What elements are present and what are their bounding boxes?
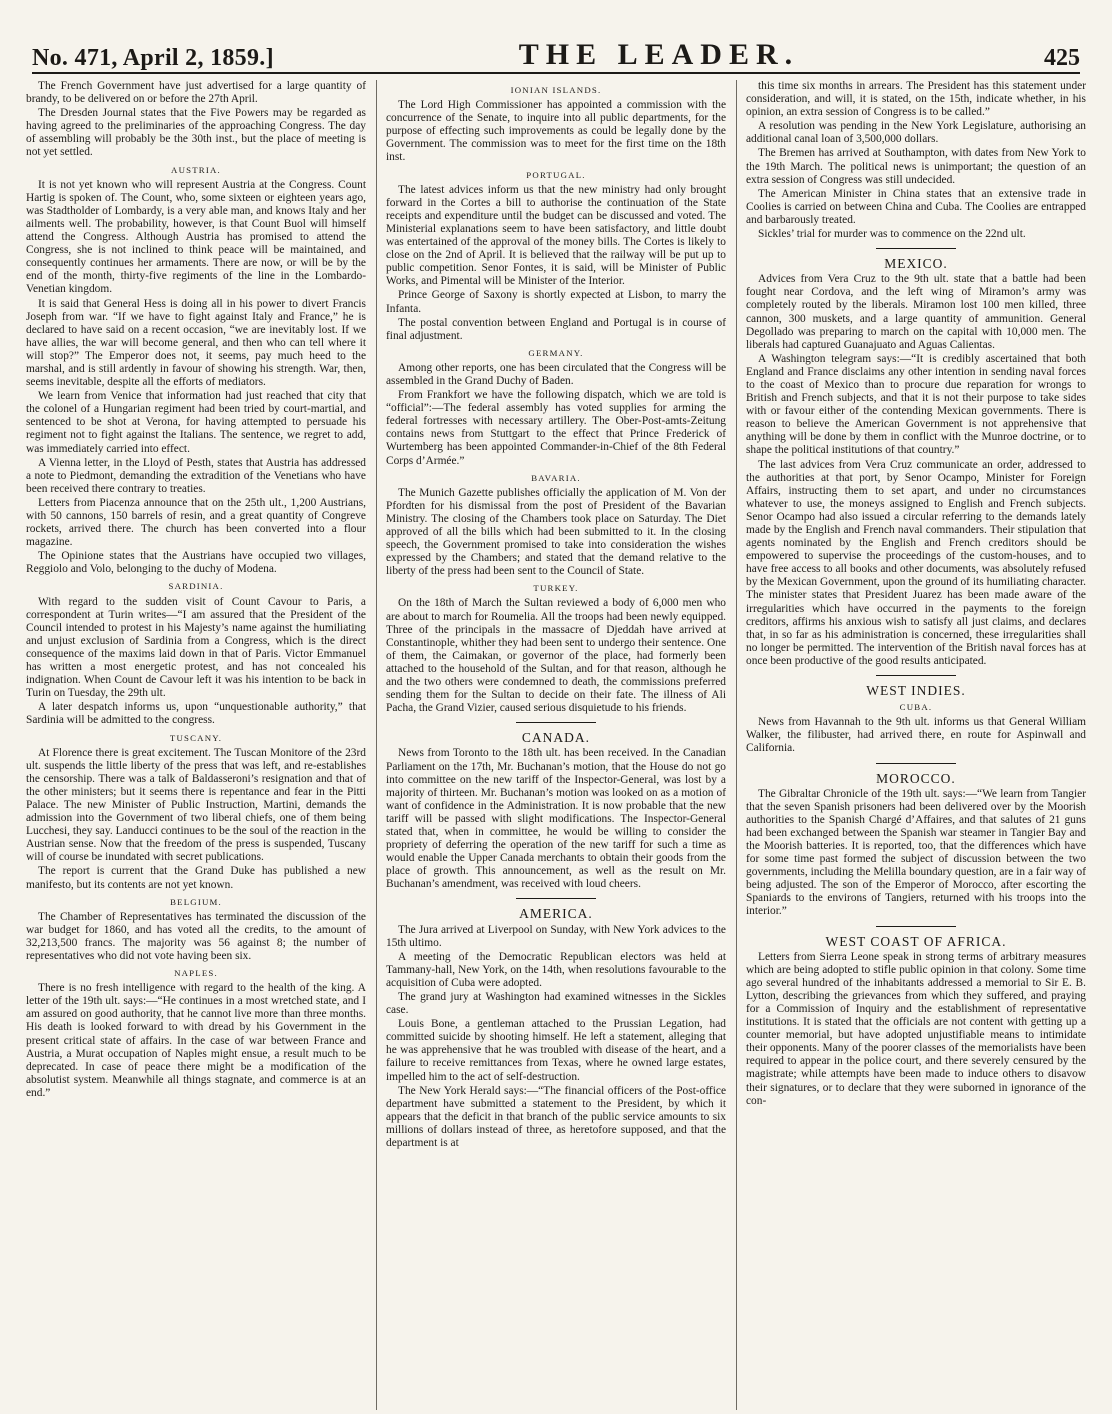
section-heading-mexico: MEXICO.	[884, 256, 948, 272]
section-heading-turkey: TURKEY.	[533, 583, 579, 594]
article-paragraph: The New York Herald says:—“The financial officers of the Post-office department have submitted a statement to the President, by which it appears that the deficit in that branch of the public service amounts to six millions of dollars instead of three, as heretofore supposed, and that the department is at	[386, 1084, 726, 1150]
section-heading-west-indies: WEST INDIES.	[866, 683, 966, 699]
article-paragraph: The Gibraltar Chronicle of the 19th ult. says:—“We learn from Tangier that the seven Spanish prisoners had been delivered over by the Moorish authorities to the Spanish Chargé d’Affaires, and that salutes of 21 guns had been exchanged between the Spanish war steamer in Tangier Bay and the Moorish batteries. It is reported, too, that the differences which have for some time past formed the subject of discussion between the two governments, including the Melilla boundary question, are in a fair way of being adjusted. The son of the Emperor of Morocco, after escorting the Spaniards to the environs of Tangiers, returned with his troops into the interior.”	[746, 787, 1086, 918]
article-paragraph: On the 18th of March the Sultan reviewed a body of 6,000 men who are about to march for Roumelia. All the troops had been newly equipped. Three of the principals in the massacre of Djeddah have arrived at Constantinople, whither they had been sent to undergo their sentence. One of them, the Caimakan, or governor of the place, had formerly been attached to the household of the Sultan, and for that reason, although he and the two others were condemned to death, the commissions preferred sending them for the Sultan to decide on their fate. The illness of Ali Pacha, the Grand Vizier, caused serious disquietude to his friends.	[386, 597, 726, 715]
section-divider	[876, 675, 956, 676]
article-paragraph: A later despatch informs us, upon “unquestionable authority,” that Sardinia will be admitted to the congress.	[26, 701, 366, 727]
article-paragraph: A Washington telegram says:—“It is credibly ascertained that both England and France disclaims any other intention in sending naval forces to the coast of Mexico than to procure due reparation for wrongs to British and French subjects, and that it is not their purpose to take sides with or favour either of the contending Mexican governments. There is reason to believe the American Government is not apprehensive that anything will be done by them in conflict with the Munroe doctrine, or to shape the political institutions of that country.”	[746, 352, 1086, 457]
article-paragraph: The Jura arrived at Liverpool on Sunday, with New York advices to the 15th ultimo.	[386, 923, 726, 949]
section-heading-cuba: CUBA.	[899, 702, 933, 713]
section-heading-west-coast-of-africa: WEST COAST OF AFRICA.	[825, 933, 1007, 949]
article-paragraph: News from Havannah to the 9th ult. informs us that General William Walker, the filibuster, had arrived there, en route for Aspinwall and California.	[746, 716, 1086, 755]
article-paragraph: The latest advices inform us that the new ministry had only brought forward in the Cortes a bill to authorise the continuation of the State receipts and expenditure until the budget can be discussed and voted. The Ministerial explanations seem to have been satisfactory, and little doubt was entertained of the approval of the money bills. The Cortes is likely to close on the 2nd of April. It is believed that the railway will be put up to public competition. Senor Fontes, it is said, will be Minister of Public Works, and Pimental will be Minister of the Interior.	[386, 183, 726, 288]
column-1	[26, 80, 366, 1410]
article-paragraph: The Dresden Journal states that the Five Powers may be regarded as having agreed to the preliminaries of the approaching Congress. The day of assembling will probably be the 30th inst., but the place of meeting is not yet settled.	[26, 107, 366, 159]
article-paragraph: Advices from Vera Cruz to the 9th ult. state that a battle had been fought near Cordova, and the left wing of Miramon’s army was completely routed by the liberals. Miramon lost 100 men killed, three cannon, 300 muskets, and a large quantity of ammunition. General Degollado was preparing to march on the capital with 10,000 men. The liberals had captured Guanajuato and Aguas Calientas.	[746, 273, 1086, 351]
section-divider	[516, 898, 596, 899]
section-heading-morocco: MOROCCO.	[876, 770, 956, 786]
section-heading-ionian-islands: IONIAN ISLANDS.	[510, 85, 602, 95]
columns	[26, 80, 1086, 1410]
article-paragraph: The report is current that the Grand Duke has published a new manifesto, but its contents are not yet known.	[26, 865, 366, 891]
page-number: 425	[1043, 45, 1080, 71]
article-paragraph: A Vienna letter, in the Lloyd of Pesth, states that Austria has addressed a note to Piedmont, demanding the extradition of the Venetians who have been received there contrary to treaties.	[26, 456, 366, 495]
article-paragraph: Letters from Piacenza announce that on the 25th ult., 1,200 Austrians, with 50 cannons, 150 barrels of resin, and a great quantity of Congreve rockets, arrived there. The church has been converted into a flour magazine.	[26, 496, 366, 549]
article-paragraph: Sickles’ trial for murder was to commence on the 22nd ult.	[758, 228, 1026, 241]
masthead	[32, 40, 1080, 74]
article-paragraph: The grand jury at Washington had examined witnesses in the Sickles case.	[386, 991, 726, 1017]
article-paragraph: There is no fresh intelligence with regard to the health of the king. A letter of the 19th ult. says:—“He continues in a most wretched state, and I am assured on good authority, that he cannot live more than three months. His death is looked forward to with dread by his Government in the present critical state of affairs. In the case of war between France and Austria, a Murat occupation of Naples might ensue, a result much to be deprecated. In case of peace there might be a modification of the absolutist system. Meanwhile all things stagnate, and commerce is at an end.”	[26, 982, 366, 1099]
section-heading-germany: GERMANY.	[528, 347, 584, 358]
article-paragraph: this time six months in arrears. The President has this statement under consideration, and will, it is stated, on the 15th, indicate whether, in his opinion, an extra session of Congress is to be called.”	[746, 80, 1086, 119]
article-paragraph: The French Government have just advertised for a large quantity of brandy, to be delivered on or before the 27th April.	[26, 80, 366, 106]
article-paragraph: At Florence there is great excitement. The Tuscan Monitore of the 23rd ult. suspends the little liberty of the press that was left, and re-establishes the censorship. There was a talk of Baldasseroni’s resignation and that of the other ministers; but it seems there is repentance and fear in the Pitti Palace. The new Minister of Public Instruction, Martini, demands the admission into the Government of two liberal chiefs, one of them being Lucchesi, they say. Landucci continues to be the soul of the reaction in the Austrian sense. Now that the freedom of the press is suspended, Tuscany will of course be inundated with secret publications.	[26, 746, 366, 864]
article-paragraph: Among other reports, one has been circulated that the Congress will be assembled in the Grand Duchy of Baden.	[386, 361, 726, 387]
article-paragraph: We learn from Venice that information had just reached that city that the colonel of a Hungarian regiment had been tried by court-martial, and sentenced to be shot at Verona, for having attempted to persuade his regiment not to fight against the Italians. The sentence, we regret to add, was immediately carried into effect.	[26, 390, 366, 455]
section-heading-sardinia: SARDINIA.	[168, 581, 224, 592]
section-divider	[876, 248, 956, 249]
issue-line: No. 471, April 2, 1859.]	[32, 45, 274, 71]
article-paragraph: From Frankfort we have the following dispatch, which we are told is “official”:—The federal assembly has voted supplies for arming the federal fortresses with necessary artillery. The Ober-Post-amts-Zeitung contains news from Stuttgart to the effect that Prince Frederick of Wurtemberg has been appointed Commander-in-Chief of the 8th Federal Corps d’Armée.”	[386, 389, 726, 467]
section-heading-portugal: PORTUGAL.	[526, 169, 586, 180]
section-heading-belgium: BELGIUM.	[170, 896, 222, 907]
column-2	[376, 80, 726, 1410]
section-divider	[876, 763, 956, 764]
section-heading-austria: AUSTRIA.	[171, 164, 221, 175]
article-paragraph: The Opinione states that the Austrians have occupied two villages, Reggiolo and Volo, belonging to the duchy of Modena.	[26, 550, 366, 576]
article-paragraph: The last advices from Vera Cruz communicate an order, addressed to the authorities at that port, by Senor Ocampo, Minister for Foreign Affairs, instructing them to set apart, and under no circumstances whatever to use, the moneys assigned to English and French subjects. Senor Ocampo had also issued a circular referring to the demands lately made by the English and French naval commanders. Their stipulation that agents nominated by the English and French creditors should be empowered to supervise the proceedings of the custom-houses, and to have free access to all books and other documents, was absolutely refused by the Mexican Government, upon the ground of its humiliating character. The minister states that President Juarez has been made aware of the irregularities which have occurred in the payments to the foreign creditors, affirms his anxious wish to satisfy all just claims, and declares that, in so far as his administration is concerned, these irregularities shall no longer be permitted. The intervention of the British naval forces has at once been productive of the good results anticipated.	[746, 458, 1086, 667]
section-heading-america: AMERICA.	[519, 906, 593, 922]
section-heading-bavaria: BAVARIA.	[531, 472, 581, 483]
article-paragraph: It is not yet known who will represent Austria at the Congress. Count Hartig is spoken of. The Count, who, some sixteen or eighteen years ago, was Stadtholder of Lombardy, is a very able man, and knows Italy and her ailments well. The probability, however, is that Count Buol will himself attend the Congress. Although Austria has promised to attend the Congress, she is not inclined to think peace will be maintained, and consequently continues her armaments. There are now, or will be by the end of the month, thirty-five regiments of the line in the Lombardo-Venetian kingdom.	[26, 178, 366, 296]
article-paragraph: The Chamber of Representatives has terminated the discussion of the war budget for 1860, and has voted all the credits, to the amount of 32,213,500 francs. The majority was 56 against 8; the number of representatives who did not vote having been six.	[26, 910, 366, 962]
article-paragraph: It is said that General Hess is doing all in his power to divert Francis Joseph from war. “If we have to fight against Italy and France,” he is declared to have said on a recent occasion, “we are inevitably lost. If we have allies, the war will become general, and then who can tell where it will stop?” The Emperor does not, it seems, pay much heed to the marshal, and is still ardently in favour of showing his strength. War, then, seems inevitable, despite all the efforts of mediators.	[26, 297, 366, 389]
article-paragraph: Louis Bone, a gentleman attached to the Prussian Legation, had committed suicide by shooting himself. He left a statement, alleging that he was apprehensive that he was troubled with disease of the heart, and a failure to receive remittances from Texas, where he owned large estates, impelled him to the act of self-destruction.	[386, 1018, 726, 1083]
article-paragraph: Prince George of Saxony is shortly expected at Lisbon, to marry the Infanta.	[386, 289, 726, 315]
article-paragraph: News from Toronto to the 18th ult. has been received. In the Canadian Parliament on the 17th, Mr. Buchanan’s motion, that the House do not go into committee on the new tariff of the Inspector-General, was lost by a majority of thirteen. Mr. Buchanan’s motion was looked on as a motion of want of confidence in the Administration. It is now probable that the new tariff will be passed with slight modifications. The Inspector-General stated that, when in committee, he would be willing to consider the propriety of deferring the operation of the new tariff for such a time as would enable the Upper Canada merchants to obtain their goods from the place of growth. This announcement, as well as the result on Mr. Buchanan’s amendment, was received with loud cheers.	[386, 747, 726, 891]
article-paragraph: A meeting of the Democratic Republican electors was held at Tammany-hall, New York, on the 14th, when resolutions favourable to the acquisition of Cuba were adopted.	[386, 950, 726, 989]
section-heading-canada: CANADA.	[521, 730, 591, 746]
section-divider	[876, 926, 956, 927]
article-paragraph: A resolution was pending in the New York Legislature, authorising an additional canal loan of 3,500,000 dollars.	[746, 120, 1086, 146]
section-heading-tuscany: TUSCANY.	[169, 732, 223, 743]
article-paragraph: The Bremen has arrived at Southampton, with dates from New York to the 19th March. The political news is unimportant; the question of an extra session of Congress was still undecided.	[746, 147, 1086, 186]
article-paragraph: The postal convention between England and Portugal is in course of final adjustment.	[386, 316, 726, 342]
article-paragraph: The American Minister in China states that an extensive trade in Coolies is carried on between China and Cuba. The Coolies are entrapped and barbarously treated.	[746, 187, 1086, 226]
section-divider	[516, 722, 596, 723]
article-paragraph: Letters from Sierra Leone speak in strong terms of arbitrary measures which are being adopted to stifle public opinion in that colony. Some time ago several hundred of the inhabitants addressed a memorial to Sir E. B. Lytton, describing the grievances from which they suffered, and praying for a Commission of Inquiry and the establishment of representative institutions. It is stated that the officials are not content with getting up a counter memorial, but have adopted unjustifiable means to intimidate their opponents. Many of the poorer classes of the memorialists have been required to appear in the police court, and there severely censured by the magistrate; while attempts have been made to induce others to disavow their signatures, or to declare that they were suborned in ignorance of the con-	[746, 950, 1086, 1107]
article-paragraph: The Munich Gazette publishes officially the application of M. Von der Pfordten for his dismissal from the post of President of the Bavarian Ministry. The closing of the Chambers took place on Saturday. The Diet approved of all the bills which had been submitted to it. In the closing speech, the Government promised to take into consideration the wishes expressed by the Chambers; and stated that the demand relative to the liberty of the press had been sent to the Council of State.	[386, 486, 726, 578]
article-paragraph: The Lord High Commissioner has appointed a commission with the concurrence of the Senate, to inquire into all public departments, for the purpose of effecting such improvements as could be legally done by the Government. The commission was to meet for the first time on the 18th inst.	[386, 99, 726, 164]
article-paragraph: With regard to the sudden visit of Count Cavour to Paris, a correspondent at Turin writes—“I am assured that the President of the Council intended to protest in his Majesty’s name against the humiliating and unjust exclusion of Sardinia from a Congress, which is the direct consequence of the maxims laid down in that of Paris. Victor Emmanuel has written a most energetic protest, and has not concealed his indignation. When Count de Cavour left it was his intention to be back in Turin on Tuesday, the 29th ult.	[26, 595, 366, 700]
paper-title: THE LEADER.	[518, 38, 800, 71]
column-3	[736, 80, 1086, 1410]
section-heading-naples: NAPLES.	[174, 968, 218, 979]
